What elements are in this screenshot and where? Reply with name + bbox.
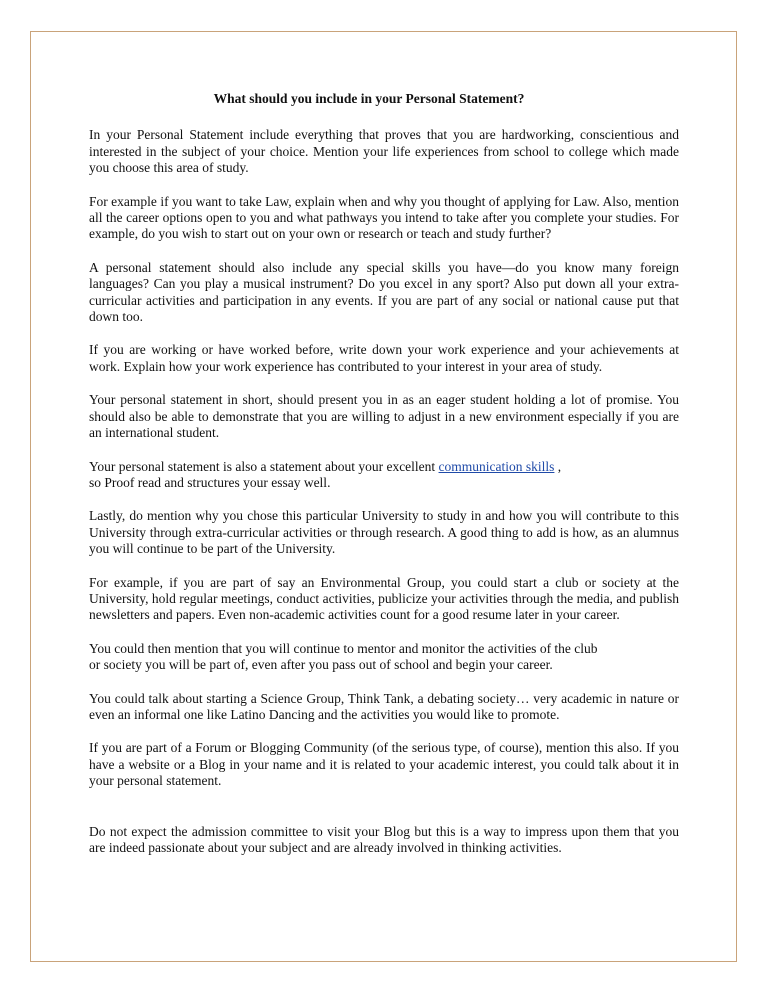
paragraph-4: If you are working or have worked before, write down your work experience and your achievements at work. Explain how your work experience has contributed to your interest in your area of study. — [89, 342, 679, 374]
paragraph-9-line-1: You could then mention that you will continue to mentor and monitor the activities of the club — [89, 640, 598, 656]
paragraph-7: Lastly, do mention why you chose this particular University to study in and how you will contribute to this University through extra-curricular activities or through research. A good thing to add is how, as an alumnus you will continue to be part of the University. — [89, 508, 679, 557]
paragraph-6-comma: , — [554, 458, 562, 474]
paragraph-12: Do not expect the admission committee to visit your Blog but this is a way to impress upon them that you are indeed passionate about your subject and are already involved in thinking activities. — [89, 823, 679, 855]
paragraph-6-line-2: so Proof read and structures your essay well. — [89, 474, 331, 490]
paragraph-8: For example, if you are part of say an Environmental Group, you could start a club or society at the University, hold regular meetings, conduct activities, publicize your activities through the media, and publish newsletters and papers. Even non-academic activities count for a good resume later in your career. — [89, 574, 679, 623]
page-title: What should you include in your Personal Statement? — [213, 91, 525, 106]
paragraph-11: If you are part of a Forum or Blogging Community (of the serious type, of course), mention this also. If you have a website or a Blog in your name and it is related to your academic interest, you could talk about it in your personal statement. — [89, 740, 679, 789]
paragraph-10: You could talk about starting a Science Group, Think Tank, a debating society… very academic in nature or even an informal one like Latino Dancing and the activities you would like to promote. — [89, 690, 679, 722]
paragraph-6 — [89, 459, 679, 492]
paragraph-2: For example if you want to take Law, explain when and why you thought of applying for Law. Also, mention all the career options open to you and what pathways you intend to take after you complete your studies. For example, do you wish to start out on your own or research or teach and study further? — [89, 193, 679, 242]
paragraph-6-text: Your personal statement is also a statement about your excellent — [89, 458, 439, 474]
paragraph-9 — [89, 641, 679, 674]
paragraph-9-line-2: or society you will be part of, even after you pass out of school and begin your career. — [89, 657, 553, 673]
communication-skills-link[interactable]: communication skills — [438, 458, 555, 474]
paragraph-3: A personal statement should also include any special skills you have—do you know many foreign languages? Can you play a musical instrument? Do you excel in any sport? Also put down all your extra-curricular activities and participation in any events. If you are part of any social or national cause put that down too. — [89, 259, 679, 325]
paragraph-1: In your Personal Statement include everything that proves that you are hardworking, conscientious and interested in the subject of your choice. Mention your life experiences from school to college which made you choose this area of study. — [89, 127, 679, 176]
paragraph-5: Your personal statement in short, should present you in as an eager student holding a lot of promise. You should also be able to demonstrate that you are willing to adjust in a new environment especially if you are an international student. — [89, 392, 679, 441]
document-body — [89, 91, 679, 873]
